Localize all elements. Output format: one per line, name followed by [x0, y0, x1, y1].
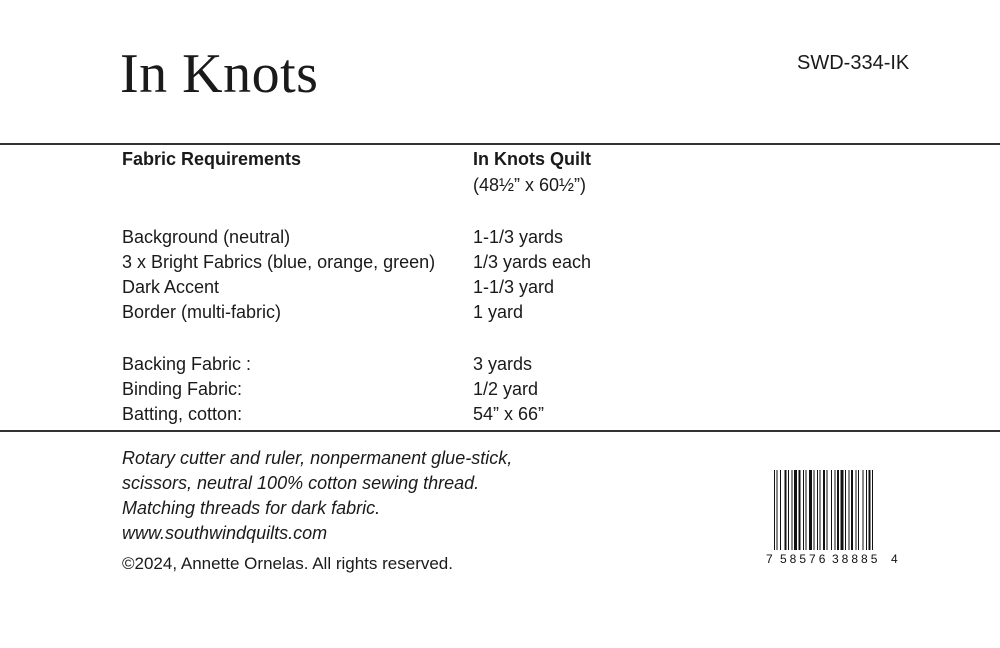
- fabric-amount: 1-1/3 yard: [473, 277, 555, 297]
- copyright-notice: ©2024, Annette Ornelas. All rights reserved.: [122, 554, 453, 573]
- fabric-name: Background (neutral): [122, 227, 291, 247]
- website-link[interactable]: www.southwindquilts.com: [122, 523, 328, 543]
- finishing-amount: 1/2 yard: [473, 379, 539, 399]
- finishing-name: Backing Fabric :: [122, 354, 252, 374]
- pattern-sku: SWD-334-IK: [797, 52, 910, 74]
- pattern-title: In Knots: [120, 43, 319, 105]
- quilt-name-heading: In Knots Quilt: [473, 149, 591, 169]
- finishing-amount: 54” x 66”: [473, 404, 545, 424]
- barcode-left-digits: 58576: [780, 552, 829, 566]
- finishing-amount: 3 yards: [473, 354, 533, 374]
- notes-line: Rotary cutter and ruler, nonpermanent glue-stick,: [122, 448, 513, 468]
- finishing-name: Binding Fabric:: [122, 379, 243, 399]
- fabric-requirements-heading: Fabric Requirements: [122, 149, 302, 169]
- barcode-first-digit: 7: [766, 552, 773, 566]
- top-divider: [0, 143, 1000, 145]
- finishing-name: Batting, cotton:: [122, 404, 243, 424]
- fabric-name: Border (multi-fabric): [122, 302, 282, 322]
- supplies-notes: [122, 446, 512, 546]
- barcode-image: [762, 470, 900, 566]
- notes-line: scissors, neutral 100% cotton sewing thread.: [122, 473, 480, 493]
- barcode-right-digits: 38885: [832, 552, 881, 566]
- fabric-amount: 1/3 yards each: [473, 252, 592, 272]
- fabric-name: 3 x Bright Fabrics (blue, orange, green): [122, 252, 436, 272]
- barcode-last-digit: 4: [891, 552, 898, 566]
- notes-line: Matching threads for dark fabric.: [122, 498, 381, 518]
- bottom-divider: [0, 430, 1000, 432]
- quilt-size: (48½” x 60½”): [473, 175, 587, 195]
- fabric-amount: 1-1/3 yards: [473, 227, 564, 247]
- fabric-amount: 1 yard: [473, 302, 524, 322]
- fabric-name: Dark Accent: [122, 277, 220, 297]
